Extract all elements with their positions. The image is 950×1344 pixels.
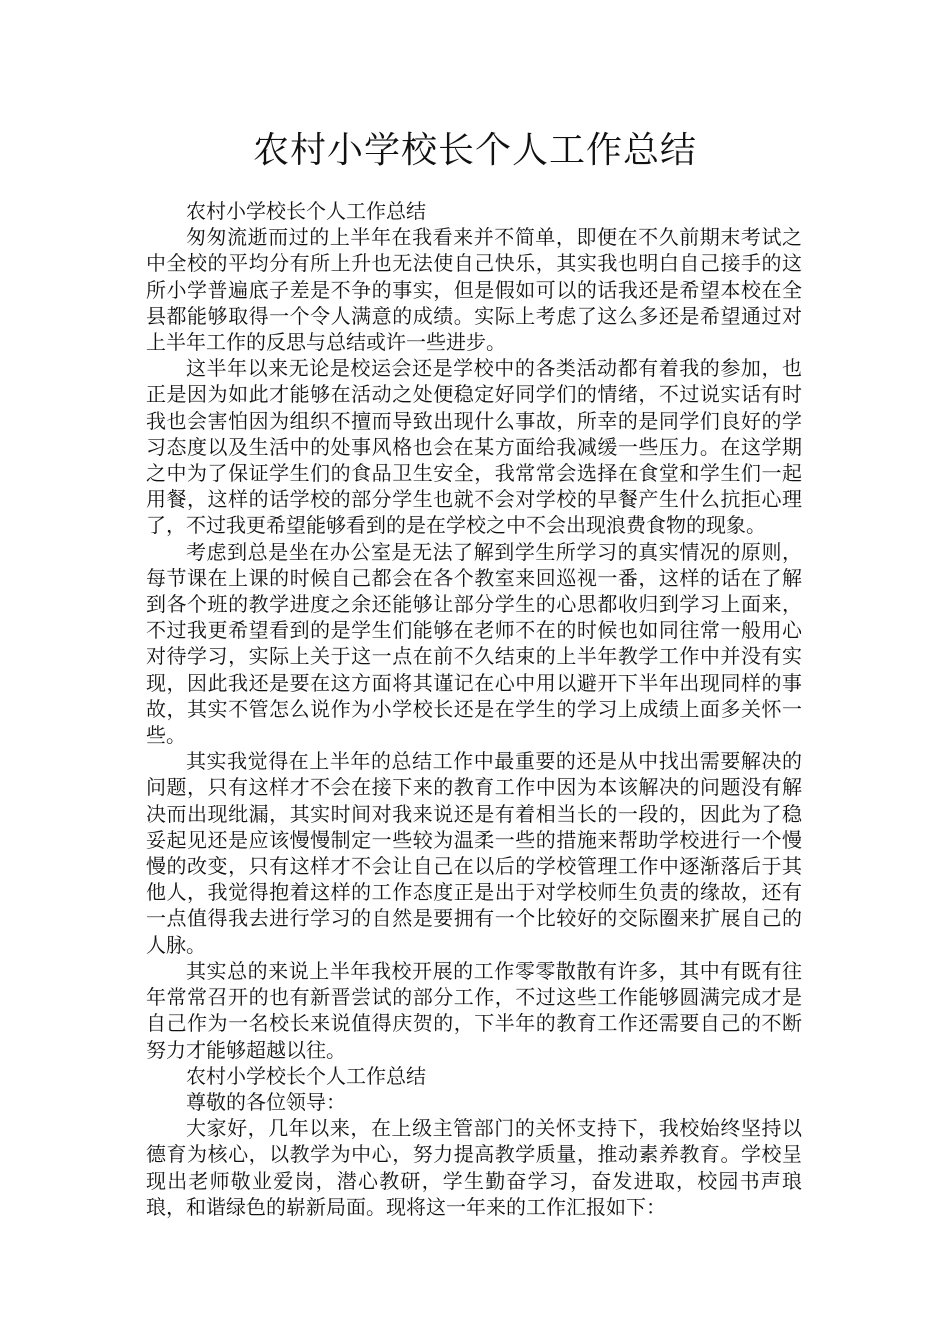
paragraph: 其实我觉得在上半年的总结工作中最重要的还是从中找出需要解决的问题，只有这样才不会在接下来的教育工作中因为本该解决的问题没有解决而出现纰漏，其实时间对我来说还是有着相当长的一段的，因此为了稳妥起见还是应该慢慢制定一些较为温柔一些的措施来帮助学校进行一个慢慢的改变，只有这样才不会让自己在以后的学校管理工作中逐渐落后于其他人，我觉得抱着这样的工作态度正是出于对学校师生负责的缘故，还有一点值得我去进行学习的自然是要拥有一个比较好的交际圈来扩展自己的人脉。 (146, 749, 802, 957)
document-body (146, 198, 802, 1220)
paragraph: 其实总的来说上半年我校开展的工作零零散散有许多，其中有既有往年常常召开的也有新晋尝试的部分工作，不过这些工作能够圆满完成才是自己作为一名校长来说值得庆贺的，下半年的教育工作还需要自己的不断努力才能够超越以往。 (146, 958, 802, 1062)
paragraph: 农村小学校长个人工作总结 (186, 199, 426, 223)
paragraph: 大家好，几年以来，在上级主管部门的关怀支持下，我校始终坚持以德育为核心，以教学为中心，努力提高教学质量，推动素养教育。学校呈现出老师敬业爱岗，潜心教研，学生勤奋学习，奋发进取，校园书声琅琅，和谐绿色的崭新局面。现将这一年来的工作汇报如下： (146, 1116, 802, 1219)
paragraph: 尊敬的各位领导： (186, 1089, 346, 1114)
document-title: 农村小学校长个人工作总结 (252, 130, 697, 171)
paragraph: 考虑到总是坐在办公室是无法了解到学生所学习的真实情况的原则，每节课在上课的时候自己都会在各个教室来回巡视一番，这样的话在了解到各个班的教学进度之余还能够让部分学生的心思都收归到学习上面来，不过我更希望看到的是学生们能够在老师不在的时候也如同往常一般用心对待学习，实际上关于这一点在前不久结束的上半年教学工作中并没有实现，因此我还是要在这方面将其谨记在心中用以避开下半年出现同样的事故，其实不管怎么说作为小学校长还是在学生的学习上成绩上面多关怀一些。 (146, 539, 802, 748)
paragraph: 匆匆流逝而过的上半年在我看来并不简单，即便在不久前期末考试之中全校的平均分有所上升也无法使自己快乐，其实我也明白自己接手的这所小学普遍底子差是不争的事实，但是假如可以的话我还是希望本校在全县都能够取得一个令人满意的成绩。实际上考虑了这么多还是希望通过对上半年工作的反思与总结或许一些进步。 (146, 225, 802, 355)
paragraph: 这半年以来无论是校运会还是学校中的各类活动都有着我的参加，也正是因为如此才能够在活动之处便稳定好同学们的情绪，不过说实话有时我也会害怕因为组织不擅而导致出现什么事故，所幸的是同学们良好的学习态度以及生活中的处事风格也会在某方面给我减缓一些压力。在这学期之中为了保证学生们的食品卫生安全，我常常会选择在食堂和学生们一起用餐，这样的话学校的部分学生也就不会对学校的早餐产生什么抗拒心理了，不过我更希望能够看到的是在学校之中不会出现浪费食物的现象。 (146, 356, 802, 538)
paragraph: 农村小学校长个人工作总结 (186, 1063, 426, 1088)
